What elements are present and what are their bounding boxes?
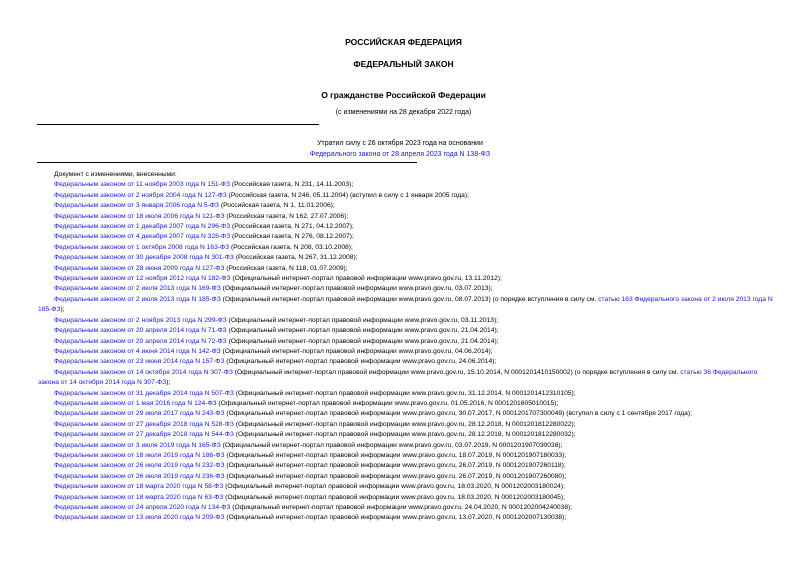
list-item <box>38 264 776 274</box>
amendment-source: (Официальный интернет-портал правовой информации www.pravo.gov.ru, 30.07.2017, N 0001201707300049) (вступил в силу с 1 сентября 2017 года); <box>224 410 692 418</box>
doc-type-heading: ФЕДЕРАЛЬНЫЙ ЗАКОН <box>353 59 454 69</box>
amendment-link[interactable]: Федеральным законом от 18 июля 2019 года N 186-ФЗ <box>54 451 225 459</box>
divider-bottom <box>37 162 417 163</box>
country-heading: РОССИЙСКАЯ ФЕДЕРАЦИЯ <box>345 37 462 47</box>
list-item <box>38 451 776 461</box>
list-item <box>38 493 776 503</box>
status-link[interactable]: Федерального закона от 28 апреля 2023 года N 138-ФЗ <box>309 151 491 158</box>
changes-caption: Документ с изменениями, внесенными: <box>54 171 177 178</box>
amendment-source: (Российская газета, N 162, 27.07.2006); <box>224 212 349 220</box>
list-item <box>38 357 776 367</box>
list-item <box>38 389 776 399</box>
amendment-source: (Российская газета, N 267, 31.12.2008); <box>233 254 358 262</box>
amendment-link[interactable]: Федеральным законом от 14 октября 2014 года N 307-ФЗ <box>54 368 233 376</box>
list-item <box>38 472 776 482</box>
amendment-link[interactable]: Федеральным законом от 3 июля 2019 года N 165-ФЗ <box>54 441 221 449</box>
list-item <box>38 326 776 336</box>
amendment-link[interactable]: Федеральным законом от 20 апреля 2014 года N 71-ФЗ <box>54 327 227 335</box>
list-item <box>38 409 776 419</box>
amendment-source: (Официальный интернет-портал правовой информации www.pravo.gov.ru, 15.10.2014, N 0001201410150002) (о порядке вступления в силу см. <box>232 368 681 376</box>
amendment-source: (Российская газета, N 276, 08.12.2007); <box>230 233 354 241</box>
list-item <box>38 180 776 190</box>
amendment-source: (Официальный интернет-портал правовой информации www.pravo.gov.ru, 03.07.2019, N 0001201907030038); <box>220 441 563 449</box>
amendment-source: (Официальный интернет-портал правовой информации www.pravo.gov.ru, 21.04.2014); <box>226 327 499 335</box>
amendment-source: (Российская газета, N 231, 14.11.2003); <box>230 181 354 189</box>
list-item <box>38 399 776 409</box>
amendment-source: (Российская газета, N 246, 05.11.2004) (вступил в силу с 1 января 2005 года); <box>226 191 469 199</box>
amendment-link[interactable]: Федеральным законом от 23 июня 2014 года N 157-ФЗ <box>54 358 225 366</box>
amendment-link[interactable]: Федеральным законом от 20 апреля 2014 года N 72-ФЗ <box>54 337 227 345</box>
changes-list <box>38 170 776 524</box>
amendment-source: (Официальный интернет-портал правовой информации www.pravo.gov.ru, 31.12.2014, N 0001201412310105); <box>233 389 576 397</box>
list-item <box>38 212 776 222</box>
list-item <box>38 253 776 263</box>
amendment-source: (Официальный интернет-портал правовой информации www.pravo.gov.ru, 03.11.2013); <box>226 316 499 324</box>
amendment-source: (Официальный интернет-портал правовой информации www.pravo.gov.ru, 28.12.2018, N 0001201812280022); <box>233 420 576 428</box>
amendment-link[interactable]: Федеральным законом от 29 июля 2017 года N 243-ФЗ <box>54 410 225 418</box>
amendment-source: (Официальный интернет-портал правовой информации www.pravo.gov.ru, 28.12.2018, N 0001201812280032); <box>233 431 576 439</box>
amendment-source: (Российская газета, N 1, 11.01.2006); <box>218 202 335 210</box>
amendment-link[interactable]: Федеральным законом от 18 марта 2020 года N 63-ФЗ <box>54 493 224 501</box>
list-item <box>38 430 776 440</box>
amendment-link[interactable]: Федеральным законом от 2 июля 2013 года N 169-ФЗ <box>54 285 221 293</box>
list-item <box>38 316 776 326</box>
list-item <box>38 201 776 211</box>
list-item <box>38 337 776 347</box>
list-item <box>38 222 776 232</box>
amendment-source: (Официальный интернет-портал правовой информации www.pravo.gov.ru, 18.07.2019, N 0001201907180033); <box>224 451 567 459</box>
amendment-link[interactable]: Федеральным законом от 27 декабря 2018 года N 528-ФЗ <box>54 420 234 428</box>
amendment-link[interactable]: Федеральным законом от 3 января 2006 года N 5-ФЗ <box>54 202 219 210</box>
amendment-source: (Официальный интернет-портал правовой информации www.pravo.gov.ru, 18.03.2020, N 0001202003180024); <box>223 483 565 491</box>
amendment-link[interactable]: Федеральным законом от 30 декабря 2008 года N 301-ФЗ <box>54 254 234 262</box>
amendment-link[interactable]: Федеральным законом от 27 декабря 2018 года N 544-ФЗ <box>54 431 234 439</box>
amendment-source: (Официальный интернет-портал правовой информации www.pravo.gov.ru, 13.11.2012); <box>230 275 502 283</box>
list-item <box>38 191 776 201</box>
amendment-link[interactable]: Федеральным законом от 2 июля 2013 года N 185-ФЗ <box>54 295 221 303</box>
amendment-link[interactable]: Федеральным законом от 26 июля 2019 года N 236-ФЗ <box>54 472 225 480</box>
amendment-source: (Официальный интернет-портал правовой информации www.pravo.gov.ru, 03.07.2013); <box>220 285 493 293</box>
amendment-source: (Официальный интернет-портал правовой информации www.pravo.gov.ru, 04.06.2014); <box>220 347 493 355</box>
amendment-source: (Официальный интернет-портал правовой информации www.pravo.gov.ru, 24.06.2014); <box>224 358 497 366</box>
document-title: О гражданстве Российской Федерации <box>321 90 486 100</box>
amendment-source: (Официальный интернет-портал правовой информации www.pravo.gov.ru, 01.05.2016, N 0001201605010015); <box>216 399 559 407</box>
amendment-link[interactable]: Федеральным законом от 2 ноября 2013 года N 299-ФЗ <box>54 316 227 324</box>
entry-into-force-link[interactable]: статью 36 Федерального закона от 14 октября 2014 года N 307-ФЗ <box>38 368 758 387</box>
amendment-source: (Официальный интернет-портал правовой информации www.pravo.gov.ru, 18.03.2020, N 0001202003180045); <box>223 493 565 501</box>
amendment-source: (Официальный интернет-портал правовой информации www.pravo.gov.ru, 24.04.2020, N 0001202004240038); <box>230 504 573 511</box>
amendment-link[interactable]: Федеральным законом от 24 апреля 2020 года N 134-ФЗ <box>54 504 231 511</box>
amendment-source: (Официальный интернет-портал правовой информации www.pravo.gov.ru, 26.07.2019, N 0001201907260118); <box>224 462 566 470</box>
edition-note: (с изменениями на 28 декабря 2022 года) <box>335 109 472 116</box>
amendment-link[interactable]: Федеральным законом от 1 декабря 2007 года N 296-ФЗ <box>54 223 231 231</box>
amendment-source-end: ); <box>60 306 65 314</box>
amendment-source: (Официальный интернет-портал правовой информации www.pravo.gov.ru, 08.07.2013) (о порядке вступления в силу см. <box>220 295 599 303</box>
amendment-source: (Официальный интернет-портал правовой информации www.pravo.gov.ru, 26.07.2019, N 0001201907260080); <box>224 472 567 480</box>
status-block <box>250 138 550 160</box>
amendment-link[interactable]: Федеральным законом от 11 ноября 2003 года N 151-ФЗ <box>54 181 230 189</box>
list-item <box>38 295 776 316</box>
amendment-link[interactable]: Федеральным законом от 18 марта 2020 года N 58-ФЗ <box>54 483 224 491</box>
list-item <box>38 461 776 471</box>
amendment-source: (Российская газета, N 208, 03.10.2008); <box>229 243 353 251</box>
list-item <box>38 513 776 523</box>
entry-into-force-link[interactable]: статью 163 Федерального закона от 2 июля 2013 года N 185-ФЗ <box>38 295 773 314</box>
amendment-link[interactable]: Федеральным законом от 18 июля 2006 года N 121-ФЗ <box>54 212 225 220</box>
amendment-link[interactable]: Федеральным законом от 28 июня 2009 года N 127-ФЗ <box>54 264 225 272</box>
divider-top <box>37 124 319 125</box>
amendment-link[interactable]: Федеральным законом от 31 декабря 2014 года N 507-ФЗ <box>54 389 234 397</box>
amendment-source: (Российская газета, N 118, 01.07.2009); <box>224 264 348 272</box>
amendment-link[interactable]: Федеральным законом от 26 июля 2019 года N 232-ФЗ <box>54 462 225 470</box>
amendment-link[interactable]: Федеральным законом от 4 декабря 2007 года N 328-ФЗ <box>54 233 231 241</box>
list-item <box>38 441 776 451</box>
amendment-link[interactable]: Федеральным законом от 1 октября 2008 года N 163-ФЗ <box>54 243 230 251</box>
amendment-link[interactable]: Федеральным законом от 13 июля 2020 года N 209-ФЗ <box>54 514 225 522</box>
list-item <box>38 243 776 253</box>
amendment-link[interactable]: Федеральным законом от 12 ноября 2012 года N 182-ФЗ <box>54 275 231 283</box>
list-item <box>38 274 776 284</box>
amendment-source-end: ); <box>166 379 171 387</box>
list-item <box>38 420 776 430</box>
amendment-link[interactable]: Федеральным законом от 1 мая 2016 года N 124-ФЗ <box>54 399 217 407</box>
list-item <box>38 482 776 492</box>
list-item <box>38 284 776 294</box>
amendment-source: (Официальный интернет-портал правовой информации www.pravo.gov.ru, 21.04.2014); <box>226 337 499 345</box>
list-item <box>38 347 776 357</box>
list-item <box>38 368 776 389</box>
amendment-link[interactable]: Федеральным законом от 2 ноября 2004 года N 127-ФЗ <box>54 191 227 199</box>
amendment-link[interactable]: Федеральным законом от 4 июня 2014 года N 142-ФЗ <box>54 347 221 355</box>
amendment-source: (Российская газета, N 271, 04.12.2007); <box>230 223 354 231</box>
amendment-source: (Официальный интернет-портал правовой информации www.pravo.gov.ru, 13.07.2020, N 0001202007130038); <box>224 514 567 522</box>
list-item <box>38 232 776 242</box>
status-text: Утратил силу с 26 октября 2023 года на основании <box>317 140 483 147</box>
list-item <box>38 503 776 513</box>
